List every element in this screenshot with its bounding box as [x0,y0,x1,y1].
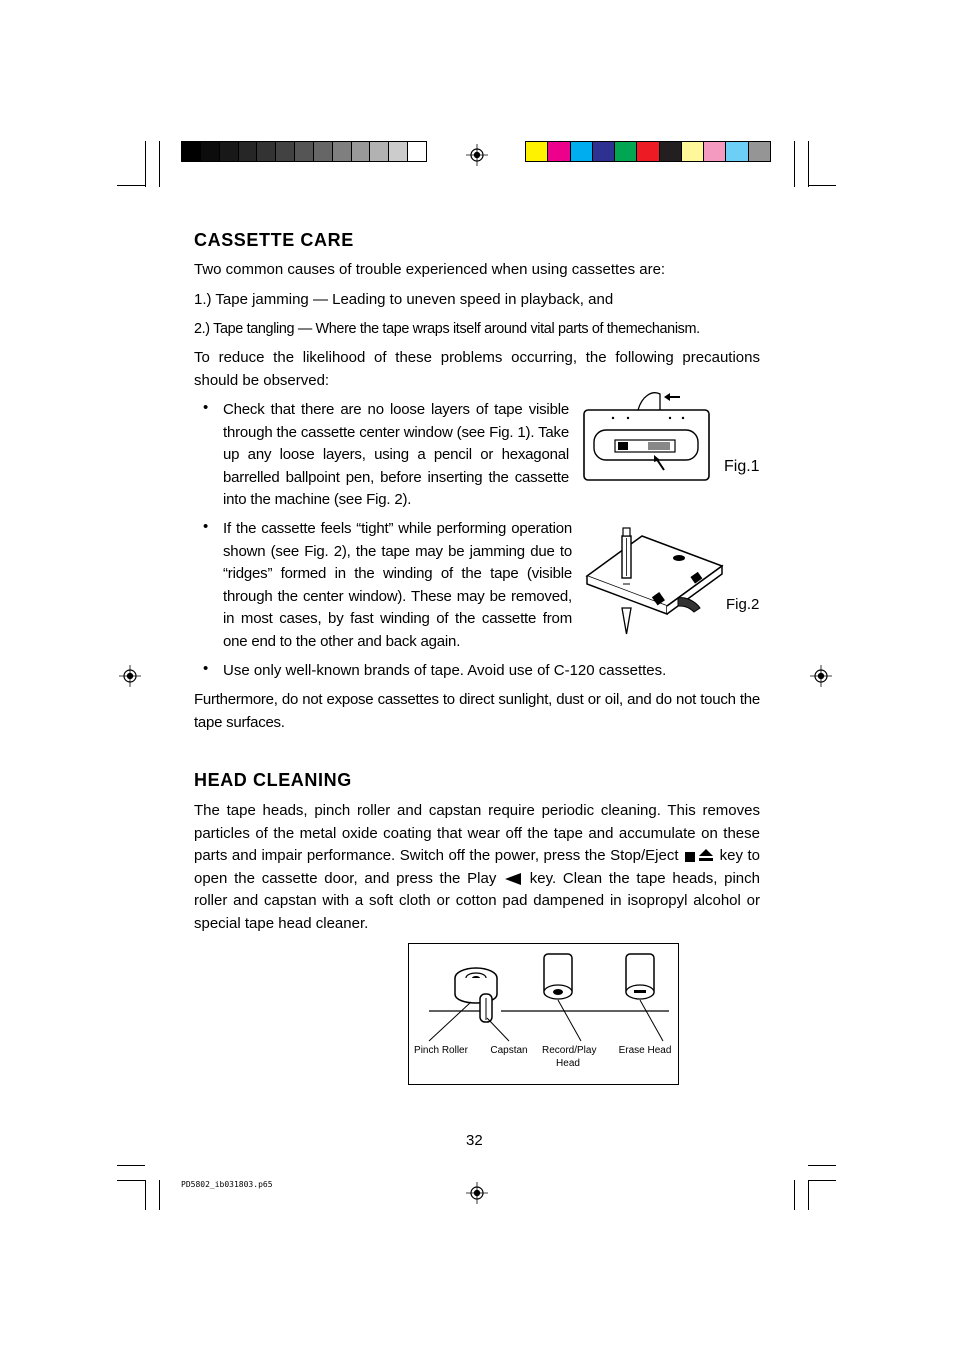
crop-mark [794,141,795,187]
color-calibration-bar [525,141,771,162]
color-swatch [351,142,370,161]
color-swatch [659,142,681,161]
page-number: 32 [466,1132,483,1149]
color-swatch [388,142,407,161]
color-swatch [592,142,614,161]
list-item: 1.) Tape jamming — Leading to uneven speed in playback, and [194,291,614,308]
color-swatch [256,142,275,161]
tape-head-diagram [408,943,679,1085]
footer-filename: PD5802_ib031803.p65 [181,1180,273,1189]
head-cleaning-text [194,800,760,935]
bullet-text: Use only well-known brands of tape. Avoid use of C-120 cassettes. [223,662,667,679]
section-title-head-cleaning: HEAD CLEANING [194,770,352,790]
grayscale-calibration-bar [181,141,427,162]
color-swatch [636,142,658,161]
color-swatch [275,142,294,161]
bullet: • [203,518,209,535]
color-swatch [614,142,636,161]
bullet: • [203,399,209,416]
color-swatch [570,142,592,161]
crop-mark [117,1165,145,1166]
registration-mark-icon [119,665,141,687]
crop-mark [145,1180,146,1210]
color-swatch [294,142,313,161]
crop-mark [145,141,146,187]
crop-mark [159,141,160,187]
furthermore-text: Furthermore, do not expose cassettes to direct sunlight, dust or oil, and do not touch the tape surfaces. [194,691,760,731]
crop-mark [117,1180,145,1181]
bullet: • [203,660,209,677]
label-pinch-roller: Pinch Roller [414,1045,468,1056]
bullet-text: If the cassette feels “tight” while performing operation shown (see Fig. 2), the tape may be jamming due to “ridges” formed in the winding of the tape (visible through the center window). These may be removed, in most cases, by fast winding of the cassette from one end to the other and back again. [223,520,572,650]
crop-mark [117,185,145,186]
intro-text: Two common causes of trouble experienced when using cassettes are: [194,261,666,278]
color-swatch [725,142,747,161]
crop-mark [794,1180,795,1210]
color-swatch [238,142,257,161]
stop-eject-icon [683,848,715,864]
color-swatch [332,142,351,161]
color-swatch [748,142,770,161]
registration-mark-icon [466,144,488,166]
crop-mark [808,141,809,187]
color-swatch [182,142,200,161]
fig1-label: Fig.1 [724,458,760,475]
color-swatch [200,142,219,161]
cassette-window-figure [580,388,715,486]
registration-mark-icon [466,1182,488,1204]
fig2-label: Fig.2 [726,596,760,613]
label-erase-head: Erase Head [618,1045,672,1056]
color-swatch [407,142,426,161]
head-cleaning-text-part3: key. Clean the tape heads, pinch roller and capstan with a soft cloth or cotton pad dampened in isopropyl alcohol or special tape head cleaner. [194,869,760,932]
registration-mark-icon [810,665,832,687]
color-swatch [547,142,569,161]
crop-mark [808,185,836,186]
color-swatch [219,142,238,161]
color-swatch [703,142,725,161]
play-reverse-icon [503,872,523,886]
crop-mark [159,1180,160,1210]
color-swatch [369,142,388,161]
section-title-cassette-care: CASSETTE CARE [194,230,354,250]
head-cleaning-text-part1: The tape heads, pinch roller and capstan require periodic cleaning. This removes particles of the metal oxide coating that wear off the tape and accumulate on these parts and impair performance. Switch off the power, press the Stop/Eject [194,802,760,864]
color-swatch [526,142,547,161]
bullet-text: Check that there are no loose layers of tape visible through the cassette center window (see Fig. 1). Take up any loose layers, using a pencil or hexagonal barrelled ballpoint pen, before inserting the cassette into the machine (see Fig. 2). [223,401,569,509]
list-item: 2.) Tape tangling — Where the tape wraps itself around vital parts of themechanism. [194,321,700,337]
color-swatch [313,142,332,161]
crop-mark [808,1180,809,1210]
color-swatch [681,142,703,161]
head-cleaning-text-part2: key to open the cassette door, and press the Play [194,847,760,887]
crop-mark [808,1165,836,1166]
label-capstan: Capstan [490,1045,528,1056]
crop-mark [808,1180,836,1181]
cassette-pencil-figure [582,526,727,641]
precautions-text: To reduce the likelihood of these problems occurring, the following precautions should be observed: [194,349,760,389]
label-record-play-head: Record/Play Head [542,1045,597,1069]
